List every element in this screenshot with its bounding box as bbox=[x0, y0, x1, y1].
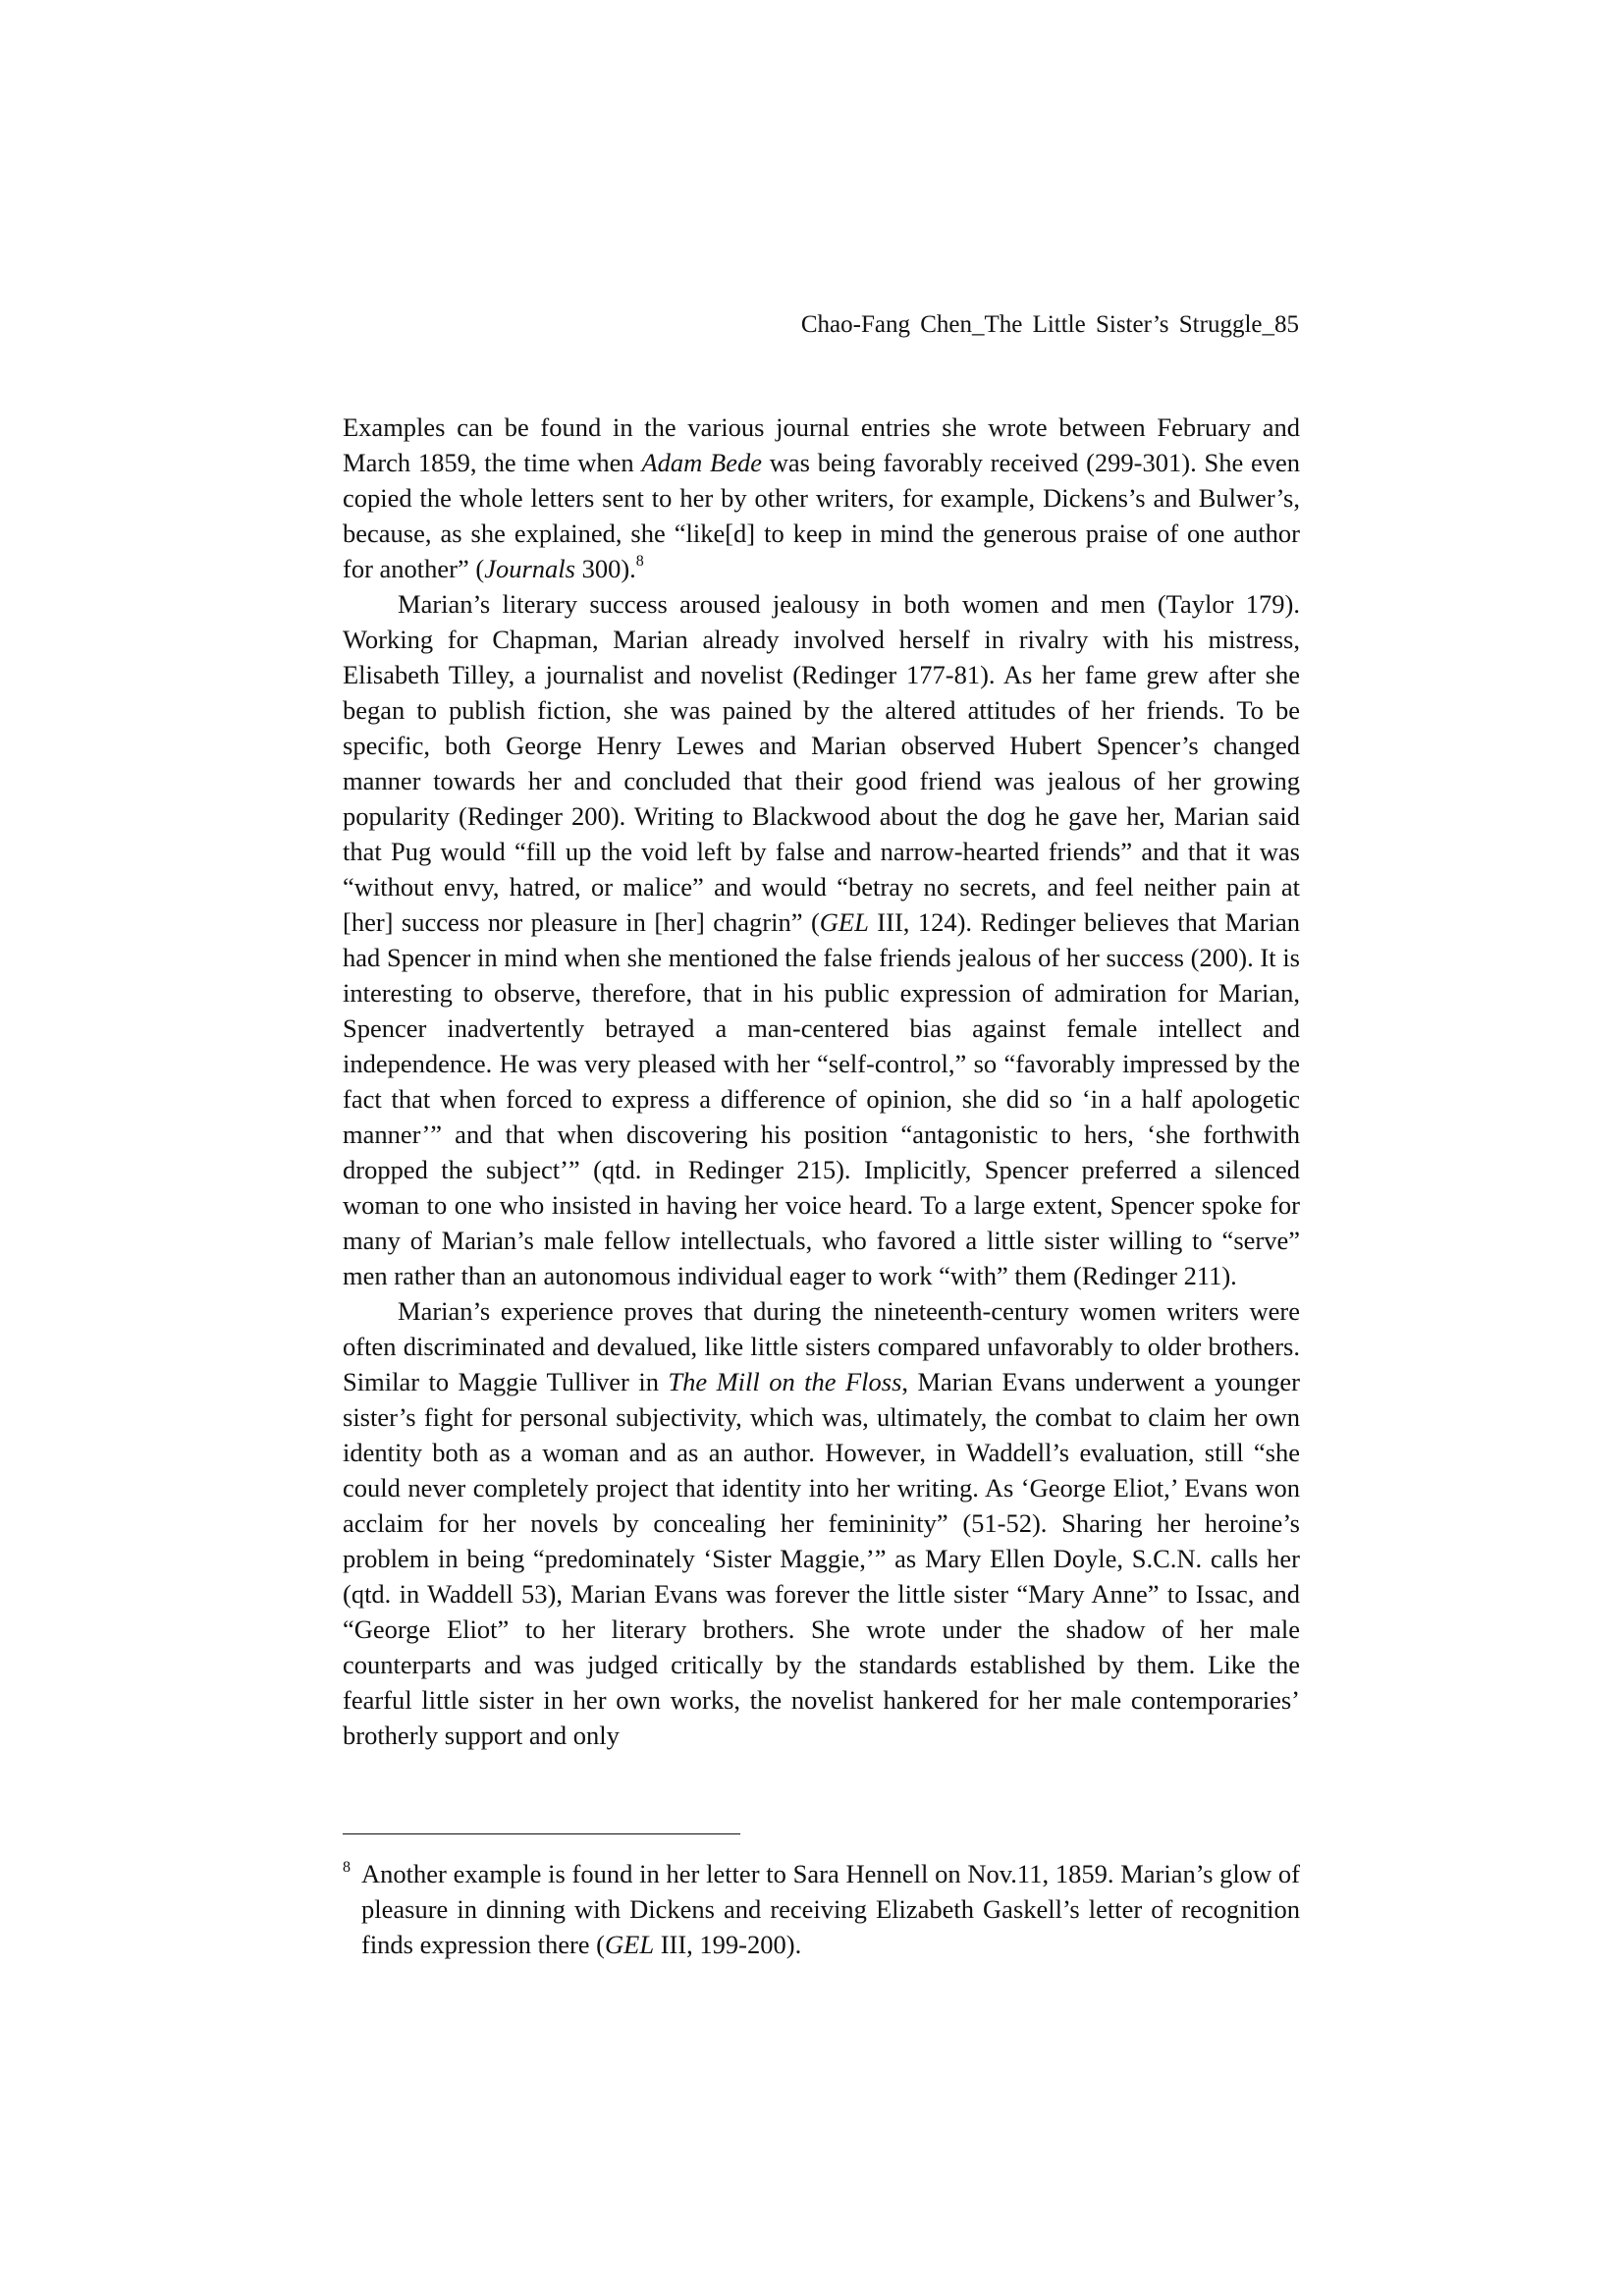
body-text bbox=[343, 410, 1300, 1753]
footnote-abbrev-gel: GEL bbox=[605, 1930, 655, 1959]
footnote-text bbox=[343, 1856, 1300, 1962]
paragraph-1-text-1: Examples can be found in the various journal entries she wrote between February and March 1859, the time when bbox=[343, 412, 1300, 477]
paragraph-1-text-2: was being favorably received (299-301). She even copied the whole letters sent to her by other writers, for example, Dickens’s and Bulwer’s, because, as she explained, she “like[d] to keep in mind the generous praise of one author for another” ( bbox=[343, 448, 1300, 583]
book-title-mill-on-the-floss: The Mill on the Floss bbox=[668, 1367, 902, 1396]
paragraph-3 bbox=[343, 1293, 1300, 1753]
paragraph-1 bbox=[343, 410, 1300, 586]
paragraph-3-text-2: , Marian Evans underwent a younger sister’s fight for personal subjectivity, which was, ultimately, the combat to claim her own identity both as a woman and as an author. However, in Waddell’s evaluation, still “she could never completely project that identity into her writing. As ‘George Eliot,’ Evans won acclaim for her novels by concealing her femininity” (51-52). Sharing her heroine’s problem in being “predominately ‘Sister Maggie,’” as Mary Ellen Doyle, S.C.N. calls her (qtd. in Waddell 53), Marian Evans was forever the little sister “Mary Anne” to Issac, and “George Eliot” to her literary brothers. She wrote under the shadow of her male counterparts and was judged critically by the standards established by them. Like the fearful little sister in her own works, the novelist hankered for her male contemporaries’ brotherly support and only bbox=[343, 1367, 1301, 1750]
paragraph-2-text-2: III, 124). Redinger believes that Marian had Spencer in mind when she mentioned the false friends jealous of her success (200). It is interesting to observe, therefore, that in his public expression of admiration for Marian, Spencer inadvertently betrayed a man-centered bias against female intellect and independence. He was very pleased with her “self-control,” so “favorably impressed by the fact that when forced to express a difference of opinion, she did so ‘in a half apologetic manner’” and that when discovering his position “antagonistic to hers, ‘she forthwith dropped the subject’” (qtd. in Redinger 215). Implicitly, Spencer preferred a silenced woman to one who insisted in having her voice heard. To a large extent, Spencer spoke for many of Marian’s male fellow intellectuals, who favored a little sister willing to “serve” men rather than an autonomous individual eager to work “with” them (Redinger 211). bbox=[343, 907, 1300, 1290]
book-title-adam-bede: Adam Bede bbox=[641, 448, 762, 477]
paragraph-3-text-1: Marian’s experience proves that during the nineteenth-century women writers were often discriminated and devalued, like little sisters compared unfavorably to older brothers. Similar to Maggie Tulliver in bbox=[343, 1296, 1300, 1396]
paragraph-1-text-3: 300). bbox=[574, 554, 636, 583]
footnote-divider bbox=[343, 1833, 740, 1834]
running-header: Chao-Fang Chen_The Little Sister’s Struggle_85 bbox=[800, 311, 1299, 338]
footnote-8 bbox=[343, 1856, 1300, 1962]
work-title-journals: Journals bbox=[484, 554, 575, 583]
footnote-number: 8 bbox=[343, 1859, 351, 1876]
footnote-reference-8[interactable]: 8 bbox=[635, 553, 644, 570]
footnote-text-1: Another example is found in her letter to Sara Hennell on Nov.11, 1859. Marian’s glow of pleasure in dinning with Dickens and receiving Elizabeth Gaskell’s letter of recognition finds expression there ( bbox=[361, 1859, 1300, 1959]
abbrev-gel: GEL bbox=[819, 907, 869, 937]
paragraph-2 bbox=[343, 586, 1300, 1293]
footnote-text-2: III, 199-200). bbox=[654, 1930, 802, 1959]
paragraph-2-text-1: Marian’s literary success aroused jealousy in both women and men (Taylor 179). Working for Chapman, Marian already involved herself in rivalry with his mistress, Elisabeth Tilley, a journalist and novelist (Redinger 177-81). As her fame grew after she began to publish fiction, she was pained by the altered attitudes of her friends. To be specific, both George Henry Lewes and Marian observed Hubert Spencer’s changed manner towards her and concluded that their good friend was jealous of her growing popularity (Redinger 200). Writing to Blackwood about the dog he gave her, Marian said that Pug would “fill up the void left by false and narrow-hearted friends” and that it was “without envy, hatred, or malice” and would “betray no secrets, and feel neither pain at [her] success nor pleasure in [her] chagrin” ( bbox=[343, 589, 1300, 937]
